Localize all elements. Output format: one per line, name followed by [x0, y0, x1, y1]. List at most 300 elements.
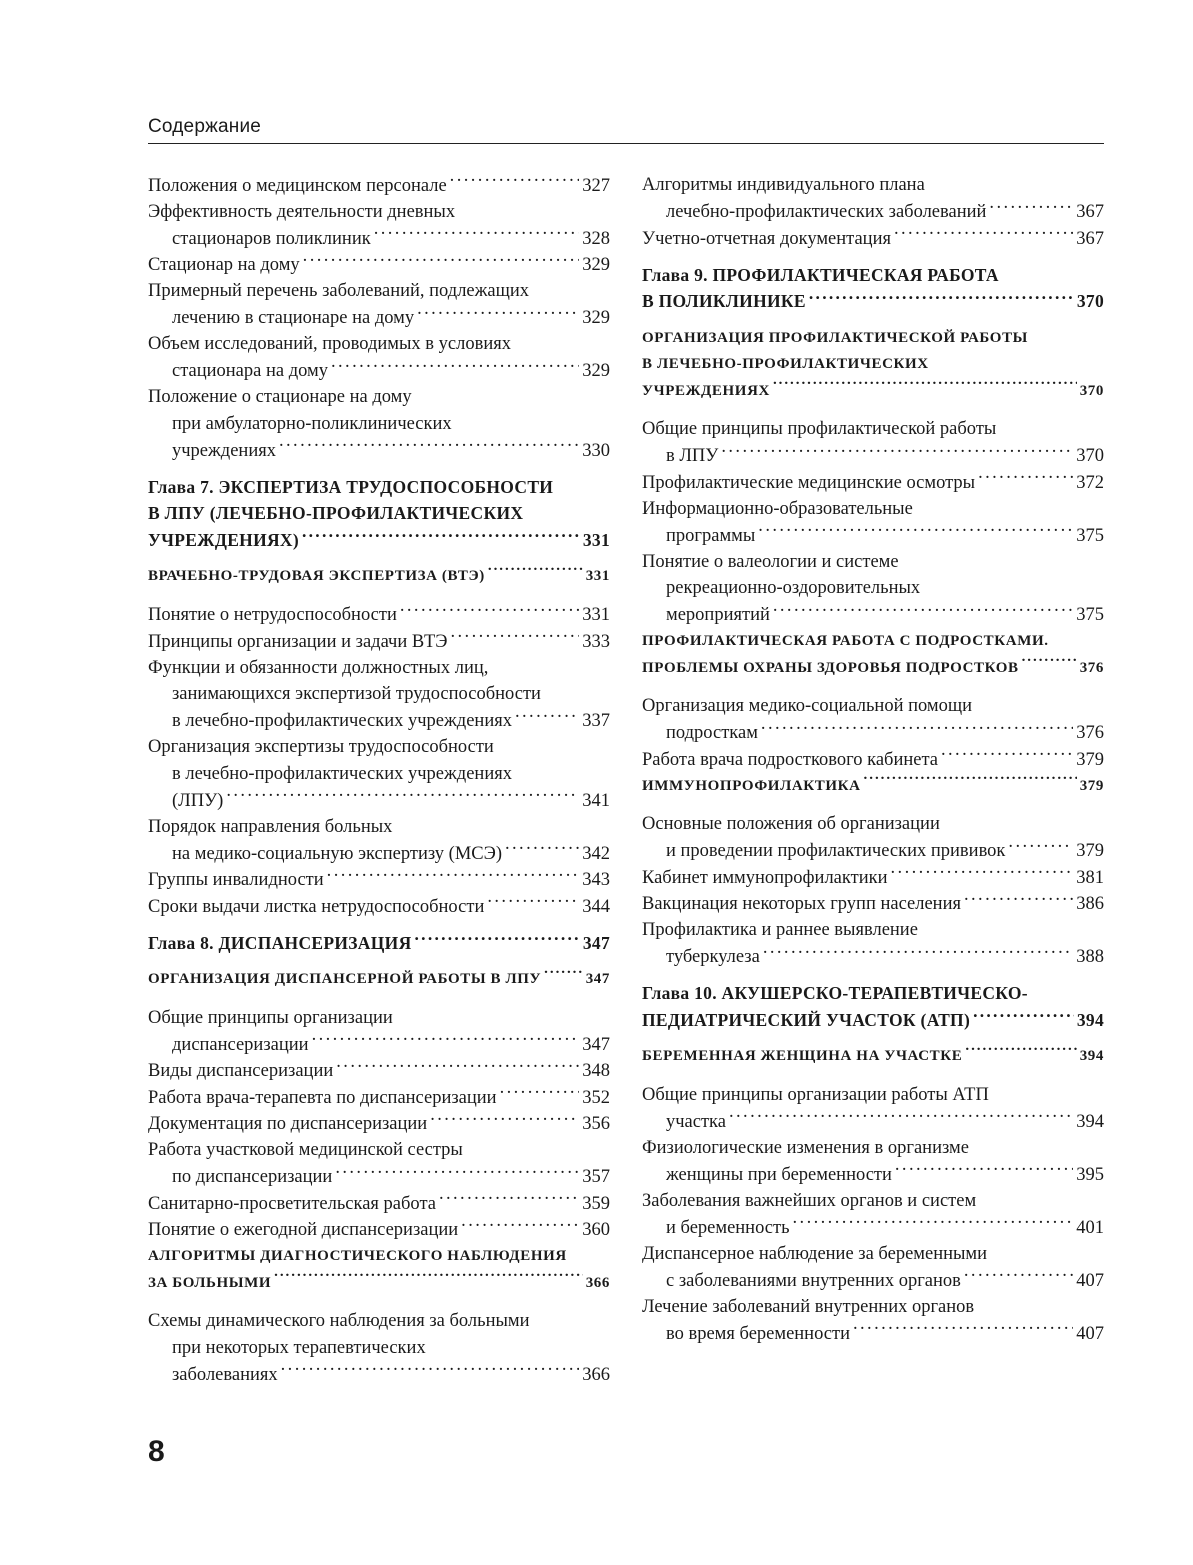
toc-line [642, 811, 1104, 838]
toc-title-text: Санитарно-просветительская работа [148, 1193, 436, 1214]
toc-page-number: 366 [582, 1364, 610, 1385]
toc-entry [642, 225, 1104, 252]
dot-leader [544, 968, 583, 983]
toc-entry [148, 1058, 610, 1085]
toc-entry [642, 1241, 1104, 1294]
toc-title-text: занимающихся экспертизой трудоспособности [172, 684, 541, 704]
dot-leader [1008, 838, 1073, 857]
toc-title-text: во время беременности [666, 1323, 850, 1344]
toc-page-number: 347 [585, 971, 610, 987]
toc-entry [642, 693, 1104, 746]
toc-title-text: Основные положения об организации [642, 814, 940, 834]
toc-line [148, 1111, 610, 1138]
dot-leader [758, 522, 1073, 541]
toc-line [642, 351, 1104, 378]
toc-line [642, 1043, 1104, 1070]
toc-line [642, 1082, 1104, 1109]
toc-title-text: Понятие о нетрудоспособности [148, 605, 397, 625]
running-head: Содержание [148, 116, 262, 137]
toc-line [642, 199, 1104, 226]
dot-leader [515, 708, 579, 727]
toc-line [148, 384, 610, 411]
dot-leader [500, 1084, 580, 1103]
toc-title-text: ПРОБЛЕМЫ ОХРАНЫ ЗДОРОВЬЯ ПОДРОСТКОВ [642, 659, 1019, 676]
toc-line [642, 1161, 1104, 1188]
toc-line [148, 867, 610, 894]
toc-line [148, 1308, 610, 1335]
toc-title-text: при некоторых терапевтических [172, 1337, 426, 1358]
toc-line [148, 602, 610, 629]
dot-leader [487, 893, 579, 912]
toc-title-text: Организация экспертизы трудоспособности [148, 737, 494, 757]
toc-title-text: Лечение заболеваний внутренних органов [642, 1296, 975, 1317]
toc-title-text: УЧРЕЖДЕНИЯХ [642, 382, 770, 399]
toc-line [642, 262, 1104, 289]
toc-page-number: 367 [1076, 202, 1104, 222]
dot-leader [336, 1058, 579, 1077]
toc-title-text: Положения о медицинском персонале [148, 175, 447, 196]
toc-title-text: Понятие о ежегодной диспансеризации [148, 1220, 459, 1240]
toc-title-text: Примерный перечень заболеваний, подлежащих [148, 281, 530, 301]
dot-leader [312, 1031, 580, 1050]
toc-page-number: 360 [582, 1220, 610, 1240]
dot-leader [1022, 657, 1077, 672]
dot-leader [964, 1267, 1073, 1286]
toc-page-number: 343 [582, 870, 610, 890]
toc-title-text: подросткам [666, 723, 758, 743]
toc-entry [148, 602, 610, 629]
toc-page-number: 379 [1076, 749, 1104, 770]
toc-title-text: Общие принципы профилактической работы [642, 419, 997, 439]
toc-entry [148, 1084, 610, 1111]
dot-leader [763, 944, 1073, 963]
toc-title-text: (ЛПУ) [172, 790, 224, 811]
toc-page-number: 407 [1076, 1323, 1104, 1344]
toc-entry [642, 1188, 1104, 1241]
dot-leader [853, 1320, 1073, 1339]
toc-entry [148, 867, 610, 894]
toc-line [642, 746, 1104, 773]
toc-title-text: Сроки выдачи листка нетрудоспособности [148, 896, 485, 917]
toc-title-text: Порядок направления больных [148, 816, 393, 837]
dot-leader [809, 290, 1074, 308]
toc-page-number: 395 [1076, 1164, 1104, 1185]
toc-line [148, 278, 610, 305]
toc-title-text: ОРГАНИЗАЦИЯ ДИСПАНСЕРНОЙ РАБОТЫ В ЛПУ [148, 971, 542, 987]
toc-page-number: 394 [1076, 1009, 1104, 1030]
toc-line [642, 1135, 1104, 1162]
toc-column-left [148, 172, 610, 1388]
toc-line [642, 655, 1104, 682]
toc-line [148, 474, 610, 501]
toc-chapter [148, 930, 610, 957]
toc-title-text: с заболеваниями внутренних органов [666, 1270, 961, 1291]
toc-column-right [642, 172, 1104, 1347]
toc-line [642, 980, 1104, 1007]
toc-section [642, 773, 1104, 800]
toc-line [642, 602, 1104, 629]
toc-line [148, 761, 610, 788]
toc-page-number: 331 [582, 529, 610, 550]
toc-line [642, 891, 1104, 918]
toc-title-text: В ПОЛИКЛИНИКЕ [642, 291, 806, 311]
toc-page-number: 401 [1076, 1217, 1104, 1238]
dot-leader [417, 305, 579, 324]
toc-line [642, 496, 1104, 523]
toc-entry [148, 1111, 610, 1138]
toc-entry [148, 814, 610, 867]
toc-section [148, 563, 610, 590]
toc-title-text: Работа врача подросткового кабинета [642, 749, 938, 770]
toc-line [642, 522, 1104, 549]
toc-title-text: Функции и обязанности должностных лиц, [148, 657, 489, 678]
dot-leader [895, 1161, 1073, 1180]
toc-page-number: 372 [1076, 472, 1104, 493]
toc-line [642, 1267, 1104, 1294]
dot-leader [335, 1164, 579, 1183]
toc-title-text: туберкулеза [666, 947, 760, 967]
toc-title-text: заболеваниях [172, 1364, 278, 1385]
toc-title-text: Учетно-отчетная документация [642, 228, 891, 249]
dot-leader [761, 720, 1073, 739]
toc-page-number: 342 [582, 843, 610, 864]
toc-title-text: Глава 9. ПРОФИЛАКТИЧЕСКАЯ РАБОТА [642, 264, 999, 285]
toc-page-number: 366 [585, 1274, 610, 1291]
toc-line [642, 773, 1104, 800]
toc-page-number: 394 [1079, 1048, 1104, 1064]
toc-line [148, 708, 610, 735]
toc-title-text: и беременность [666, 1217, 790, 1238]
toc-title-text: Виды диспансеризации [148, 1061, 334, 1081]
toc-line [148, 628, 610, 655]
toc-line [148, 1164, 610, 1191]
toc-title-text: Работа врача-терапевта по диспансеризации [148, 1087, 497, 1108]
toc-title-text: рекреационно-оздоровительных [666, 578, 921, 598]
toc-line [148, 814, 610, 841]
toc-page-number: 329 [582, 255, 610, 275]
toc-title-text: Профилактика и раннее выявление [642, 920, 918, 940]
dot-leader [415, 931, 580, 949]
toc-page-number: 344 [582, 896, 610, 917]
toc-line [642, 628, 1104, 655]
toc-entry [148, 893, 610, 920]
toc-page-number: 394 [1076, 1111, 1104, 1132]
toc-title-text: ЗА БОЛЬНЫМИ [148, 1274, 272, 1291]
toc-title-text: Общие принципы организации [148, 1007, 393, 1028]
toc-page-number: 337 [582, 711, 610, 731]
dot-leader [891, 864, 1074, 883]
toc-title-text: Информационно-образовательные [642, 498, 913, 519]
toc-page-number: 376 [1079, 659, 1104, 676]
dot-leader [505, 840, 579, 859]
toc-line [642, 378, 1104, 405]
toc-title-text: в ЛПУ [666, 446, 719, 466]
toc-line [642, 838, 1104, 865]
dot-leader [281, 1361, 580, 1380]
toc-line [642, 549, 1104, 576]
toc-line [642, 720, 1104, 747]
toc-page-number: 329 [582, 361, 610, 381]
toc-title-text: Глава 7. ЭКСПЕРТИЗА ТРУДОСПОСОБНОСТИ [148, 476, 554, 497]
toc-line [148, 893, 610, 920]
toc-line [642, 288, 1104, 315]
toc-page-number: 356 [582, 1114, 610, 1134]
toc-title-text: ПРОФИЛАКТИЧЕСКАЯ РАБОТА С ПОДРОСТКАМИ. [642, 633, 1049, 649]
toc-title-text: Профилактические медицинские осмотры [642, 472, 976, 493]
dot-leader [941, 746, 1073, 765]
toc-entry [642, 549, 1104, 629]
toc-title-text: мероприятий [666, 605, 770, 625]
toc-title-text: Организация медико-социальной помощи [642, 696, 972, 716]
toc-page-number: 352 [582, 1087, 610, 1108]
toc-line [148, 681, 610, 708]
toc-line [148, 1137, 610, 1164]
toc-line [642, 469, 1104, 496]
toc-chapter [642, 980, 1104, 1033]
toc-line [148, 527, 610, 554]
dot-leader [327, 867, 580, 886]
toc-page-number: 347 [582, 932, 610, 953]
toc-title-text: БЕРЕМЕННАЯ ЖЕНЩИНА НА УЧАСТКЕ [642, 1048, 963, 1064]
toc-title-text: стационаров поликлиник [172, 228, 371, 249]
dot-leader [430, 1111, 579, 1130]
toc-title-text: Глава 10. АКУШЕРСКО-ТЕРАПЕВТИЧЕСКО- [642, 983, 1028, 1003]
dot-leader [721, 443, 1073, 462]
toc-line [642, 443, 1104, 470]
toc-line [148, 1031, 610, 1058]
toc-page-number: 341 [582, 790, 610, 811]
toc-entry [642, 917, 1104, 970]
toc-line [642, 1214, 1104, 1241]
toc-section [642, 628, 1104, 681]
dot-leader [439, 1190, 579, 1209]
toc-title-text: Физиологические изменения в организме [642, 1137, 969, 1158]
toc-line [148, 734, 610, 761]
toc-entry [642, 746, 1104, 773]
toc-title-text: Эффективность деятельности дневных [148, 201, 456, 222]
toc-line [642, 325, 1104, 352]
toc-entry [642, 1294, 1104, 1347]
toc-page-number: 407 [1076, 1270, 1104, 1291]
dot-leader [331, 358, 579, 377]
dot-leader [302, 528, 580, 546]
toc-title-text: Общие принципы организации работы АТП [642, 1084, 989, 1105]
toc-title-text: ОРГАНИЗАЦИЯ ПРОФИЛАКТИЧЕСКОЙ РАБОТЫ [642, 329, 1029, 346]
toc-page-number: 357 [582, 1167, 610, 1187]
toc-title-text: ПЕДИАТРИЧЕСКИЙ УЧАСТОК (АТП) [642, 1009, 971, 1030]
dot-leader [450, 628, 579, 647]
toc-page-number: 375 [1076, 525, 1104, 546]
dot-leader [773, 380, 1077, 395]
toc-line [148, 358, 610, 385]
dot-leader [989, 199, 1073, 218]
toc-line [148, 225, 610, 252]
toc-entry [148, 1137, 610, 1190]
toc-entry [148, 172, 610, 199]
toc-line [148, 252, 610, 279]
header-rule [148, 143, 1104, 144]
dot-leader [400, 602, 579, 621]
toc-line [148, 1270, 610, 1297]
toc-line [148, 331, 610, 358]
toc-title-text: Диспансерное наблюдение за беременными [642, 1243, 988, 1264]
toc-title-text: Объем исследований, проводимых в условиях [148, 334, 512, 354]
toc-page-number: 375 [1076, 605, 1104, 625]
toc-entry [642, 891, 1104, 918]
toc-page-number: 379 [1079, 777, 1104, 794]
toc-title-text: Заболевания важнейших органов и систем [642, 1190, 977, 1211]
toc-entry [148, 1005, 610, 1058]
dot-leader [279, 437, 579, 456]
toc-title-text: и проведении профилактических прививок [666, 841, 1006, 861]
toc-chapter [148, 474, 610, 554]
toc-title-text: учреждениях [172, 440, 276, 461]
toc-section [642, 1043, 1104, 1070]
toc-title-text: в лечебно-профилактических учреждениях [172, 711, 512, 731]
toc-line [148, 840, 610, 867]
toc-entry [148, 655, 610, 735]
toc-line [148, 1005, 610, 1032]
toc-page-number: 386 [1076, 894, 1104, 914]
dot-leader [773, 602, 1073, 621]
toc-entry [148, 252, 610, 279]
toc-entry [642, 1135, 1104, 1188]
dot-leader [226, 787, 579, 806]
toc-line [148, 199, 610, 226]
toc-section [148, 1243, 610, 1296]
toc-line [642, 575, 1104, 602]
toc-page-number: 328 [582, 228, 610, 249]
toc-page-number: 333 [582, 631, 610, 652]
toc-line [148, 1243, 610, 1270]
toc-entry [148, 331, 610, 384]
toc-title-text: на медико-социальную экспертизу (МСЭ) [172, 843, 502, 864]
toc-line [148, 966, 610, 993]
page-number: 8 [148, 1435, 165, 1468]
toc-title-text: диспансеризации [172, 1034, 309, 1055]
toc-entry [148, 384, 610, 464]
toc-title-text: программы [666, 525, 756, 546]
toc-title-text: В ЛЕЧЕБНО-ПРОФИЛАКТИЧЕСКИХ [642, 356, 929, 372]
toc-line [642, 1108, 1104, 1135]
toc-entry [642, 496, 1104, 549]
toc-title-text: Вакцинация некоторых групп населения [642, 894, 961, 914]
dot-leader [864, 775, 1077, 790]
toc-line [148, 1217, 610, 1244]
toc-line [148, 305, 610, 332]
toc-line [642, 1320, 1104, 1347]
toc-line [148, 787, 610, 814]
toc-line [642, 917, 1104, 944]
toc-entry [642, 1082, 1104, 1135]
toc-title-text: лечению в стационаре на дому [172, 308, 415, 328]
toc-page-number: 359 [582, 1193, 610, 1214]
toc-page-number: 381 [1076, 867, 1104, 888]
toc-title-text: Понятие о валеологии и системе [642, 551, 899, 572]
dot-leader [374, 225, 580, 244]
toc-title-text: лечебно-профилактических заболеваний [666, 202, 987, 222]
toc-line [642, 1007, 1104, 1034]
toc-page-number: 331 [585, 568, 610, 584]
toc-line [642, 944, 1104, 971]
toc-title-text: Принципы организации и задачи ВТЭ [148, 631, 448, 652]
toc-line [148, 930, 610, 957]
toc-title-text: Группы инвалидности [148, 870, 324, 890]
toc-page-number: 376 [1076, 723, 1104, 743]
dot-leader [450, 172, 580, 191]
toc-entry [148, 734, 610, 814]
toc-title-text: женщины при беременности [666, 1164, 892, 1185]
toc-line [642, 1241, 1104, 1268]
toc-title-text: Документация по диспансеризации [148, 1114, 428, 1134]
toc-page-number: 330 [582, 440, 610, 461]
toc-page-number: 370 [1076, 446, 1104, 466]
toc-entry [642, 469, 1104, 496]
toc-line [642, 1188, 1104, 1215]
toc-title-text: Кабинет иммунопрофилактики [642, 867, 888, 888]
toc-title-text: Схемы динамического наблюдения за больными [148, 1311, 530, 1331]
toc-line [148, 411, 610, 438]
toc-title-text: Глава 8. ДИСПАНСЕРИЗАЦИЯ [148, 932, 412, 953]
dot-leader [964, 891, 1073, 910]
dot-leader [461, 1217, 579, 1236]
toc-page-number: 388 [1076, 947, 1104, 967]
toc-page-number: 379 [1076, 841, 1104, 861]
toc-chapter [642, 262, 1104, 315]
toc-page-number: 331 [582, 605, 610, 625]
toc-title-text: ВРАЧЕБНО-ТРУДОВАЯ ЭКСПЕРТИЗА (ВТЭ) [148, 568, 485, 584]
toc-title-text: Алгоритмы индивидуального плана [642, 175, 925, 195]
toc-title-text: Положение о стационаре на дому [148, 387, 412, 407]
toc-page-number: 327 [582, 175, 610, 196]
toc-title-text: Работа участковой медицинской сестры [148, 1140, 463, 1160]
toc-line [148, 437, 610, 464]
toc-title-text: Стационар на дому [148, 255, 300, 275]
toc-entry [642, 864, 1104, 891]
toc-line [148, 1335, 610, 1362]
toc-title-text: в лечебно-профилактических учреждениях [172, 763, 512, 784]
toc-line [148, 655, 610, 682]
toc-section [148, 966, 610, 993]
dot-leader [973, 1008, 1074, 1026]
dot-leader [729, 1108, 1073, 1127]
dot-leader [274, 1272, 583, 1287]
toc-page-number: 370 [1079, 382, 1104, 399]
toc-line [642, 1294, 1104, 1321]
toc-line [148, 1190, 610, 1217]
toc-title-text: участка [666, 1111, 726, 1132]
toc-line [642, 864, 1104, 891]
dot-leader [488, 565, 583, 580]
toc-line [642, 416, 1104, 443]
toc-title-text: по диспансеризации [172, 1167, 333, 1187]
toc-page-number: 367 [1076, 228, 1104, 249]
toc-entry [148, 278, 610, 331]
dot-leader [894, 225, 1073, 244]
toc-entry [148, 628, 610, 655]
toc-section [642, 325, 1104, 405]
toc-line [148, 1058, 610, 1085]
toc-line [148, 563, 610, 590]
toc-entry [642, 172, 1104, 225]
toc-page-number: 370 [1076, 291, 1104, 311]
dot-leader [793, 1214, 1074, 1233]
toc-line [642, 225, 1104, 252]
toc-page-number: 329 [582, 308, 610, 328]
toc-entry [148, 199, 610, 252]
toc-line [642, 693, 1104, 720]
toc-title-text: стационара на дому [172, 361, 328, 381]
